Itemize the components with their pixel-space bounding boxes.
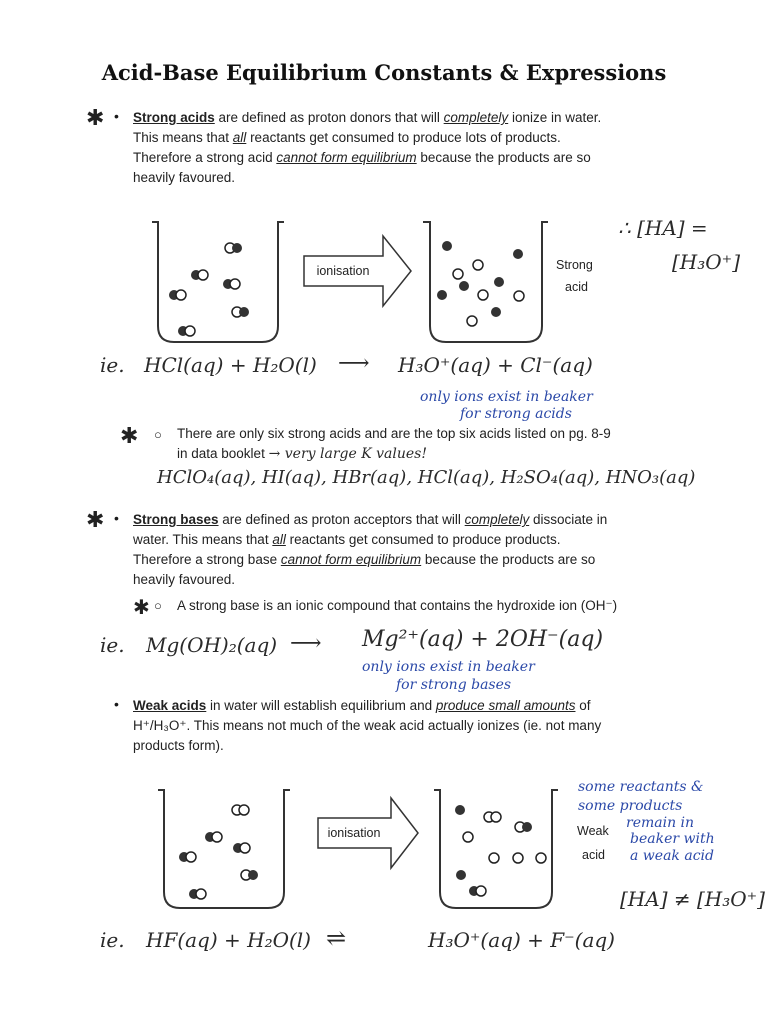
eq3-left: HF(aq) + H₂O(l) xyxy=(146,928,311,952)
strong-bases-paragraph: Strong bases are defined as proton acceptors that will completely dissociate in water. This means that all reactants get consumed to produce products. Therefore a strong base cannot form equilibrium because the products are so heavily favoured. xyxy=(133,512,608,587)
eq2-left: Mg(OH)₂(aq) xyxy=(146,633,278,657)
note-weak-inequality: [HA] ≠ [H₃O⁺] xyxy=(620,887,765,911)
ions-products xyxy=(437,241,524,326)
eq1-prefix: ie. xyxy=(100,353,125,377)
note-only-ions-acid-line2: for strong acids xyxy=(460,406,572,422)
bullet-icon: • xyxy=(114,510,119,526)
weak-acids-paragraph: Weak acids in water will establish equilibrium and produce small amounts of H⁺/H₃O⁺. This means not much of the weak acid actually ionizes (ie. not many products form). xyxy=(133,698,602,753)
circle-bullet-icon: ○ xyxy=(154,598,162,613)
note-weak-line4: beaker with xyxy=(630,831,715,847)
page-title: Acid-Base Equilibrium Constants & Expressions xyxy=(101,60,667,85)
bullet-icon: • xyxy=(114,108,119,124)
eq1-arrow: ⟶ xyxy=(338,351,370,376)
species-mixture xyxy=(455,805,546,896)
strong-base-sub-bullet: A strong base is an ionic compound that contains the hydroxide ion (OH⁻) xyxy=(177,598,618,613)
note-only-ions-acid-line1: only ions exist in beaker xyxy=(420,389,593,405)
strong-acids-paragraph: Strong acids are defined as proton donors that will completely ionize in water. This means that all reactants get consumed to produce lots of products. Therefore a strong acid cannot form equilibrium because the products are so heavily favoured. xyxy=(133,110,602,185)
note-therefore-line1: ∴ [HA] = xyxy=(618,216,708,240)
weak-label: Weak xyxy=(577,824,609,838)
star-icon: ✱ xyxy=(86,508,105,533)
eq1-right: H₃O⁺(aq) + Cl⁻(aq) xyxy=(398,353,593,377)
beaker-left xyxy=(158,790,290,908)
note-weak-line2: some products xyxy=(578,798,683,814)
note-only-ions-base-line2: for strong bases xyxy=(396,677,512,693)
acid-label: acid xyxy=(582,848,605,862)
beaker-right xyxy=(434,790,558,908)
six-strong-acids-text: There are only six strong acids and are the top six acids listed on pg. 8-9 in data booklet → very large K values! xyxy=(177,426,611,462)
circle-bullet-icon: ○ xyxy=(154,427,162,442)
ionisation-label: ionisation xyxy=(316,264,370,278)
acid-label: acid xyxy=(565,280,588,294)
eq2-right: Mg²⁺(aq) + 2OH⁻(aq) xyxy=(362,627,604,652)
molecules-reactants xyxy=(169,243,249,336)
six-strong-acids-list: HClO₄(aq), HI(aq), HBr(aq), HCl(aq), H₂SO₄(aq), HNO₃(aq) xyxy=(157,467,696,488)
note-weak-line5: a weak acid xyxy=(630,848,714,864)
eq2-arrow: ⟶ xyxy=(290,631,322,656)
strong-bases-term: Strong bases xyxy=(133,512,219,527)
molecules-reactants xyxy=(179,805,258,899)
strong-label: Strong xyxy=(556,258,593,272)
beaker-right xyxy=(423,222,548,342)
beaker-left xyxy=(152,222,284,342)
eq3-prefix: ie. xyxy=(100,928,125,952)
eq2-prefix: ie. xyxy=(100,633,125,657)
note-only-ions-base-line1: only ions exist in beaker xyxy=(362,659,535,675)
eq3-right: H₃O⁺(aq) + F⁻(aq) xyxy=(428,928,615,952)
star-icon: ✱ xyxy=(133,595,150,619)
eq3-arrow: ⇌ xyxy=(326,924,347,952)
note-weak-line3: remain in xyxy=(626,815,695,831)
note-weak-line1: some reactants & xyxy=(578,779,704,795)
ionisation-label: ionisation xyxy=(327,826,381,840)
star-icon: ✱ xyxy=(86,106,105,131)
very-large-k-note: → very large K values! xyxy=(268,446,427,462)
bullet-icon: • xyxy=(114,696,119,712)
weak-acids-term: Weak acids xyxy=(133,698,207,713)
note-therefore-line2: [H₃O⁺] xyxy=(672,250,741,274)
strong-acids-term: Strong acids xyxy=(133,110,215,125)
star-icon: ✱ xyxy=(120,424,139,449)
eq1-left: HCl(aq) + H₂O(l) xyxy=(144,353,317,377)
